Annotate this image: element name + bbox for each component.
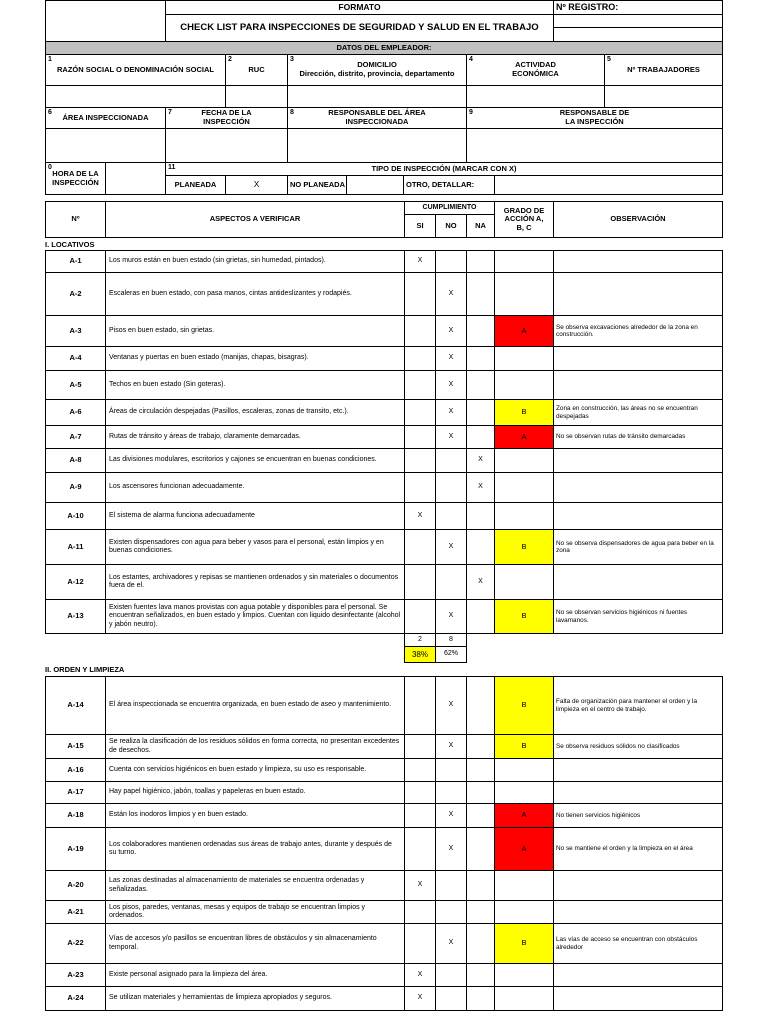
item-na-mark[interactable] [466,502,495,530]
item-si-mark[interactable] [404,272,436,316]
item-na-mark[interactable] [466,923,495,964]
area-label: ÁREA INSPECCIONADA [62,112,149,122]
actividad-header [466,54,605,86]
item-si-mark[interactable] [404,676,436,735]
item-na-mark[interactable] [466,425,495,449]
no-planeada-label: NO PLANEADA [287,175,347,195]
item-code: A-2 [45,272,106,316]
item-no-mark[interactable]: X [435,529,467,565]
field-number: 7 [168,109,172,116]
col-header-cumplimiento: CUMPLIMIENTO [404,201,495,215]
item-grado[interactable]: A [494,315,554,347]
item-code: A-17 [45,781,106,804]
item-aspect: Se utilizan materiales y herramientas de limpieza apropiados y seguros. [105,986,405,1011]
item-na-mark[interactable] [466,676,495,735]
item-grado[interactable] [494,963,554,987]
item-aspect: Escaleras en buen estado, con pasa manos, cintas antideslizantes y rodapiés. [105,272,405,316]
item-no-mark[interactable]: X [435,599,467,634]
item-code: A-19 [45,827,106,871]
item-aspect: Pisos en buen estado, sin grietas. [105,315,405,347]
domicilio-label: DOMICILIO [357,60,397,70]
item-no-mark[interactable] [435,870,467,901]
item-na-mark[interactable] [466,734,495,759]
no-planeada-checkbox[interactable] [346,175,404,195]
field-number: 3 [290,56,294,63]
item-observacion[interactable]: Zona en construcción, las áreas no se encuentran despejadas [553,399,723,426]
field-number: 0 [48,164,52,171]
item-no-mark[interactable] [435,963,467,987]
item-no-mark[interactable]: X [435,370,467,400]
item-code: A-21 [45,900,106,924]
item-si-mark[interactable] [404,923,436,964]
item-grado[interactable] [494,370,554,400]
item-no-mark[interactable]: X [435,315,467,347]
total-no-count: 8 [435,633,467,647]
item-aspect: Se realiza la clasificación de los residuos sólidos en forma correcta, no presentan excedentes de desechos. [105,734,405,759]
item-no-mark[interactable] [435,472,467,503]
item-observacion[interactable]: Se observa residuos sólidos no clasificados [553,734,723,759]
domicilio-header [287,54,467,86]
item-observacion[interactable]: Falta de organización para mantener el orden y la limpieza en el centro de trabajo. [553,676,723,735]
item-si-mark[interactable] [404,529,436,565]
fecha-header [165,107,288,129]
item-no-mark[interactable]: X [435,346,467,371]
item-observacion[interactable]: Las vías de acceso se encuentran con obstáculos alrededor [553,923,723,964]
item-si-mark[interactable] [404,758,436,782]
item-si-mark[interactable] [404,448,436,473]
item-na-mark[interactable] [466,758,495,782]
item-na-mark[interactable] [466,370,495,400]
item-aspect: Cuenta con servicios higiénicos en buen estado y limpieza, su uso es responsable. [105,758,405,782]
item-si-mark[interactable] [404,803,436,828]
item-si-mark[interactable] [404,425,436,449]
item-observacion[interactable] [553,781,723,804]
field-number: 5 [607,56,611,63]
item-code: A-9 [45,472,106,503]
item-na-mark[interactable] [466,599,495,634]
item-aspect: El sistema de alarma funciona adecuadamente [105,502,405,530]
item-aspect: Áreas de circulación despejadas (Pasillos, escaleras, zonas de transito, etc.). [105,399,405,426]
item-na-mark[interactable] [466,272,495,316]
item-observacion[interactable] [553,900,723,924]
planeada-label: PLANEADA [165,175,226,195]
item-na-mark[interactable] [466,250,495,273]
field-number: 1 [48,56,52,63]
total-si-percent: 38% [404,646,436,663]
item-grado[interactable] [494,870,554,901]
item-no-mark[interactable] [435,250,467,273]
ruc-field[interactable] [225,85,288,108]
item-grado[interactable] [494,448,554,473]
item-si-mark[interactable] [404,900,436,924]
total-si-count: 2 [404,633,436,647]
col-header-aspectos: ASPECTOS A VERIFICAR [105,201,405,238]
item-na-mark[interactable] [466,870,495,901]
domicilio-field[interactable] [287,85,467,108]
section-locativos-title: I. LOCATIVOS [45,240,95,249]
item-code: A-15 [45,734,106,759]
item-grado[interactable] [494,986,554,1011]
item-grado[interactable]: B [494,734,554,759]
item-code: A-8 [45,448,106,473]
item-no-mark[interactable]: X [435,827,467,871]
item-aspect: Las zonas destinadas al almacenamiento de materiales se encuentra ordenadas y señalizadas. [105,870,405,901]
planeada-checkbox[interactable]: X [225,175,288,195]
col-header-no: NO [435,214,467,238]
item-observacion[interactable] [553,758,723,782]
item-si-mark[interactable] [404,472,436,503]
item-code: A-14 [45,676,106,735]
item-grado[interactable]: A [494,425,554,449]
item-code: A-16 [45,758,106,782]
section-orden-title: II. ORDEN Y LIMPIEZA [45,665,125,674]
actividad-field[interactable] [466,85,605,108]
item-observacion[interactable] [553,564,723,600]
item-si-mark[interactable]: X [404,986,436,1011]
resp-area-label: RESPONSABLE DEL ÁREA INSPECCIONADA [328,108,426,126]
item-observacion[interactable] [553,502,723,530]
item-code: A-18 [45,803,106,828]
item-grado[interactable]: A [494,803,554,828]
domicilio-sublabel: Dirección, distrito, provincia, departamento [299,69,455,78]
item-si-mark[interactable] [404,346,436,371]
resp-insp-field[interactable] [466,128,723,163]
logo-box [45,0,166,42]
item-no-mark[interactable] [435,900,467,924]
item-observacion[interactable]: No se observa dispensadores de agua para beber en la zona [553,529,723,565]
form-title: CHECK LIST PARA INSPECCIONES DE SEGURIDAD Y SALUD EN EL TRABAJO [165,14,554,42]
actividad-label: ACTIVIDAD ECONÓMICA [512,60,559,78]
registro-field-1[interactable] [553,14,723,28]
item-si-mark[interactable] [404,827,436,871]
item-code: A-12 [45,564,106,600]
item-na-mark[interactable] [466,986,495,1011]
item-si-mark[interactable]: X [404,250,436,273]
item-no-mark[interactable] [435,986,467,1011]
item-grado[interactable]: B [494,923,554,964]
item-observacion[interactable]: Se observa excavaciones alrededor de la zona en construcción. [553,315,723,347]
otro-detail-field[interactable] [494,175,723,195]
item-na-mark[interactable] [466,346,495,371]
item-code: A-7 [45,425,106,449]
item-aspect: Los pisos, paredes, ventanas, mesas y equipos de trabajo se encuentran limpios y ordenados. [105,900,405,924]
item-code: A-6 [45,399,106,426]
item-grado[interactable]: B [494,599,554,634]
item-no-mark[interactable] [435,448,467,473]
item-aspect: Los colaboradores mantienen ordenadas sus áreas de trabajo antes, durante y después de su turno. [105,827,405,871]
ruc-header [225,54,288,86]
item-code: A-3 [45,315,106,347]
item-aspect: Rutas de tránsito y áreas de trabajo, claramente demarcadas. [105,425,405,449]
trabajadores-field[interactable] [604,85,723,108]
item-no-mark[interactable]: X [435,272,467,316]
item-aspect: Techos en buen estado (Sin goteras). [105,370,405,400]
item-si-mark[interactable]: X [404,870,436,901]
item-observacion[interactable] [553,272,723,316]
item-code: A-23 [45,963,106,987]
field-number: 6 [48,109,52,116]
item-si-mark[interactable]: X [404,502,436,530]
item-si-mark[interactable] [404,599,436,634]
resp-insp-header [466,107,723,129]
item-na-mark[interactable]: X [466,564,495,600]
item-observacion[interactable] [553,963,723,987]
total-no-percent: 62% [435,646,467,663]
item-grado[interactable] [494,250,554,273]
otro-label: OTRO, DETALLAR: [403,175,495,195]
item-code: A-24 [45,986,106,1011]
razon-social-label: RAZÓN SOCIAL O DENOMINACIÓN SOCIAL [57,64,214,74]
razon-social-header [45,54,226,86]
col-header-grado: GRADO DE ACCIÓN A, B, C [494,201,554,238]
item-na-mark[interactable] [466,529,495,565]
field-number: 4 [469,56,473,63]
item-code: A-1 [45,250,106,273]
resp-area-header [287,107,467,129]
item-na-mark[interactable] [466,803,495,828]
resp-area-field[interactable] [287,128,467,163]
razon-social-field[interactable] [45,85,226,108]
item-observacion[interactable] [553,370,723,400]
item-observacion[interactable] [553,448,723,473]
item-aspect: Están los inodoros limpios y en buen estado. [105,803,405,828]
item-code: A-5 [45,370,106,400]
field-number: 11 [168,164,176,171]
hora-header [45,162,106,195]
item-aspect: Existen fuentes lava manos provistas con agua potable y disponibles para el personal. Se encuentran señalizados, en buen estado y limpios. Cuentan con liquido desinfectante (alcohol y jabón neutro). [105,599,405,634]
item-grado[interactable] [494,900,554,924]
trabajadores-label: Nº TRABAJADORES [627,64,700,74]
item-grado[interactable] [494,272,554,316]
resp-insp-label: RESPONSABLE DE LA INSPECCIÓN [559,108,630,126]
item-grado[interactable]: B [494,529,554,565]
item-observacion[interactable]: No se observan servicios higiénicos ni fuentes lavamanos. [553,599,723,634]
item-code: A-10 [45,502,106,530]
item-aspect: Existe personal asignado para la limpieza del área. [105,963,405,987]
formato-label: FORMATO [165,0,554,15]
item-grado[interactable] [494,564,554,600]
item-no-mark[interactable]: X [435,803,467,828]
item-si-mark[interactable] [404,370,436,400]
item-si-mark[interactable]: X [404,963,436,987]
item-observacion[interactable] [553,986,723,1011]
registro-label: Nº REGISTRO: [553,0,723,15]
item-code: A-4 [45,346,106,371]
item-na-mark[interactable] [466,399,495,426]
item-observacion[interactable] [553,250,723,273]
ruc-label: RUC [248,64,265,74]
item-no-mark[interactable]: X [435,425,467,449]
item-code: A-20 [45,870,106,901]
item-aspect: Los muros están en buen estado (sin grietas, sin humedad, pintados). [105,250,405,273]
item-si-mark[interactable] [404,564,436,600]
item-si-mark[interactable] [404,399,436,426]
item-aspect: Los estantes, archivadores y repisas se mantienen ordenados y sin materiales o documentos fuera de el. [105,564,405,600]
item-grado[interactable]: A [494,827,554,871]
field-number: 2 [228,56,232,63]
item-no-mark[interactable] [435,758,467,782]
col-header-na: NA [466,214,495,238]
item-no-mark[interactable] [435,781,467,804]
item-si-mark[interactable] [404,734,436,759]
item-code: A-22 [45,923,106,964]
hora-label: HORA DE LA INSPECCIÓN [52,168,99,187]
item-na-mark[interactable] [466,963,495,987]
item-na-mark[interactable] [466,315,495,347]
item-aspect: Existen dispensadores con agua para beber y vasos para el personal, están limpios y en buenas condiciones. [105,529,405,565]
item-na-mark[interactable] [466,781,495,804]
item-grado[interactable] [494,472,554,503]
fecha-field[interactable] [165,128,288,163]
item-grado[interactable]: B [494,676,554,735]
registro-field-2[interactable] [553,27,723,42]
item-no-mark[interactable] [435,502,467,530]
item-no-mark[interactable]: X [435,399,467,426]
empleador-section-title: DATOS DEL EMPLEADOR: [45,41,723,55]
item-grado[interactable]: B [494,399,554,426]
item-observacion[interactable]: No se mantiene el orden y la limpieza en el área [553,827,723,871]
item-observacion[interactable]: No se observan rutas de tránsito demarcadas [553,425,723,449]
item-code: A-11 [45,529,106,565]
col-header-si: SI [404,214,436,238]
item-na-mark[interactable]: X [466,472,495,503]
field-number: 9 [469,109,473,116]
item-no-mark[interactable]: X [435,734,467,759]
item-aspect: El área inspeccionada se encuentra organizada, en buen estado de aseo y mantenimiento. [105,676,405,735]
item-aspect: Vías de accesos y/o pasillos se encuentran libres de obstáculos y sin almacenamiento temporal. [105,923,405,964]
item-observacion[interactable] [553,870,723,901]
fecha-label: FECHA DE LA INSPECCIÓN [201,108,252,126]
field-number: 8 [290,109,294,116]
item-no-mark[interactable] [435,564,467,600]
tipo-label: TIPO DE INSPECCIÓN (MARCAR CON X) [371,163,517,173]
area-header [45,107,166,129]
tipo-header [165,162,723,176]
item-grado[interactable] [494,502,554,530]
item-aspect: Los ascensores funcionan adecuadamente. [105,472,405,503]
hora-field[interactable] [105,162,166,195]
item-si-mark[interactable] [404,781,436,804]
item-aspect: Hay papel higiénico, jabón, toallas y papeleras en buen estado. [105,781,405,804]
item-aspect: Ventanas y puertas en buen estado (manijas, chapas, bisagras). [105,346,405,371]
item-grado[interactable] [494,346,554,371]
item-grado[interactable] [494,758,554,782]
item-na-mark[interactable] [466,827,495,871]
trabajadores-header [604,54,723,86]
item-observacion[interactable] [553,472,723,503]
area-field[interactable] [45,128,166,163]
item-na-mark[interactable] [466,900,495,924]
item-grado[interactable] [494,781,554,804]
item-no-mark[interactable]: X [435,923,467,964]
item-code: A-13 [45,599,106,634]
item-observacion[interactable] [553,346,723,371]
col-header-n: Nº [45,201,106,238]
item-observacion[interactable]: No tienen servicios higiénicos [553,803,723,828]
item-si-mark[interactable] [404,315,436,347]
item-na-mark[interactable]: X [466,448,495,473]
item-no-mark[interactable]: X [435,676,467,735]
col-header-observacion: OBSERVACIÓN [553,201,723,238]
item-aspect: Las divisiones modulares, escritorios y cajones se encuentran en buenas condiciones. [105,448,405,473]
